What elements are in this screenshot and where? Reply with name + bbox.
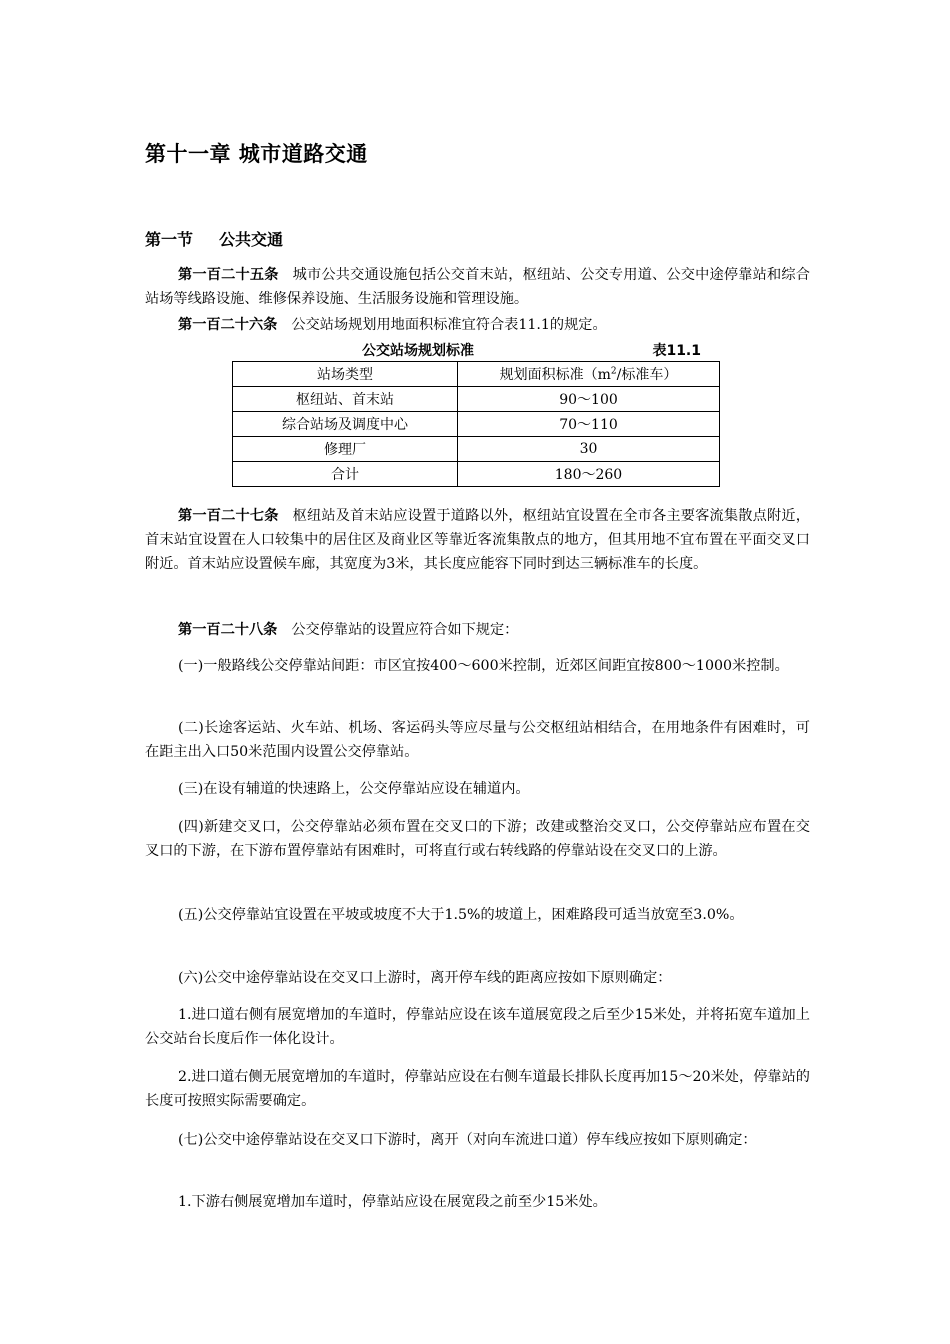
header-cell-area: 规划面积标准（$m^2/$标准车） bbox=[458, 362, 720, 387]
section-number: 第一节 bbox=[145, 230, 194, 249]
provision-3: (三)在设有辅道的快速路上，公交停靠站应设在辅道内。 bbox=[178, 781, 530, 797]
provision-6-item-1: 1.进口道右侧有展宽增加的车道时，停靠站应设在该车道展宽段之后至少15米处，并将拓宽车道加上公交站台长度后作一体化设计。 bbox=[145, 1007, 810, 1047]
article-text: 枢纽站及首末站应设置于道路以外，枢纽站宜设置在全市各主要客流集散点附近，首末站宜设置在人口较集中的居住区及商业区等靠近客流集散点的地方，但其用地不宜布置在平面交叉口附近。首末站应设置候车廊，其宽度为3米，其长度应能容下同时到达三辆标准车的长度。 bbox=[145, 508, 810, 572]
provision-6-item-2: 2.进口道右侧无展宽增加的车道时，停靠站应设在右侧车道最长排队长度再加15～20米处，停靠站的长度可按照实际需要确定。 bbox=[145, 1069, 810, 1109]
cell-type: 合计 bbox=[233, 462, 458, 487]
article-126 bbox=[145, 313, 810, 337]
cell-area: 180～260 bbox=[458, 462, 720, 487]
section-title bbox=[145, 227, 283, 250]
cell-type: 修理厂 bbox=[233, 437, 458, 462]
article-label: 第一百二十五条 bbox=[178, 267, 279, 283]
header-cell-type: 站场类型 bbox=[233, 362, 458, 387]
table-number: 表11.1 bbox=[652, 343, 701, 359]
table-row bbox=[233, 437, 720, 462]
article-text: 城市公共交通设施包括公交首末站，枢纽站、公交专用道、公交中途停靠站和综合站场等线路设施、维修保养设施、生活服务设施和管理设施。 bbox=[145, 267, 810, 307]
provision-5: (五)公交停靠站宜设置在平坡或坡度不大于1.5%的坡道上，困难路段可适当放宽至3.0%。 bbox=[178, 907, 744, 923]
table-header-row bbox=[233, 362, 720, 387]
table-row bbox=[233, 462, 720, 487]
provision-6: (六)公交中途停靠站设在交叉口上游时，离开停车线的距离应按如下原则确定： bbox=[178, 970, 672, 986]
section-name: 公共交通 bbox=[219, 230, 284, 249]
article-label: 第一百二十八条 bbox=[178, 622, 278, 638]
standards-table bbox=[232, 361, 720, 487]
chapter-title: 第十一章 城市道路交通 bbox=[145, 142, 368, 166]
article-text: 公交站场规划用地面积标准宜符合表11.1的规定。 bbox=[291, 317, 607, 333]
table-row bbox=[233, 387, 720, 412]
cell-area: 90～100 bbox=[458, 387, 720, 412]
article-127 bbox=[145, 504, 810, 576]
cell-area: 70～110 bbox=[458, 412, 720, 437]
provision-2: (二)长途客运站、火车站、机场、客运码头等应尽量与公交枢纽站相结合，在用地条件有困难时，可在距主出入口50米范围内设置公交停靠站。 bbox=[145, 720, 810, 760]
cell-type: 综合站场及调度中心 bbox=[233, 412, 458, 437]
article-label: 第一百二十六条 bbox=[178, 317, 278, 333]
provision-4: (四)新建交叉口，公交停靠站必须布置在交叉口的下游；改建或整治交叉口，公交停靠站应布置在交叉口的下游，在下游布置停靠站有困难时，可将直行或右转线路的停靠站设在交叉口的上游。 bbox=[145, 819, 810, 859]
cell-type: 枢纽站、首末站 bbox=[233, 387, 458, 412]
table-caption bbox=[232, 340, 719, 360]
table-title: 公交站场规划标准 bbox=[362, 343, 474, 359]
article-label: 第一百二十七条 bbox=[178, 508, 279, 524]
provision-7: (七)公交中途停靠站设在交叉口下游时，离开（对向车流进口道）停车线应按如下原则确定： bbox=[178, 1132, 757, 1148]
article-text: 公交停靠站的设置应符合如下规定： bbox=[291, 622, 519, 638]
provision-7-item-1: 1.下游右侧展宽增加车道时，停靠站应设在展宽段之前至少15米处。 bbox=[178, 1194, 607, 1210]
table-row bbox=[233, 412, 720, 437]
article-128 bbox=[145, 618, 810, 642]
article-125 bbox=[145, 263, 810, 311]
cell-area: 30 bbox=[458, 437, 720, 462]
provision-1: (一)一般路线公交停靠站间距：市区宜按400～600米控制，近郊区间距宜按800～1000米控制。 bbox=[178, 658, 789, 674]
